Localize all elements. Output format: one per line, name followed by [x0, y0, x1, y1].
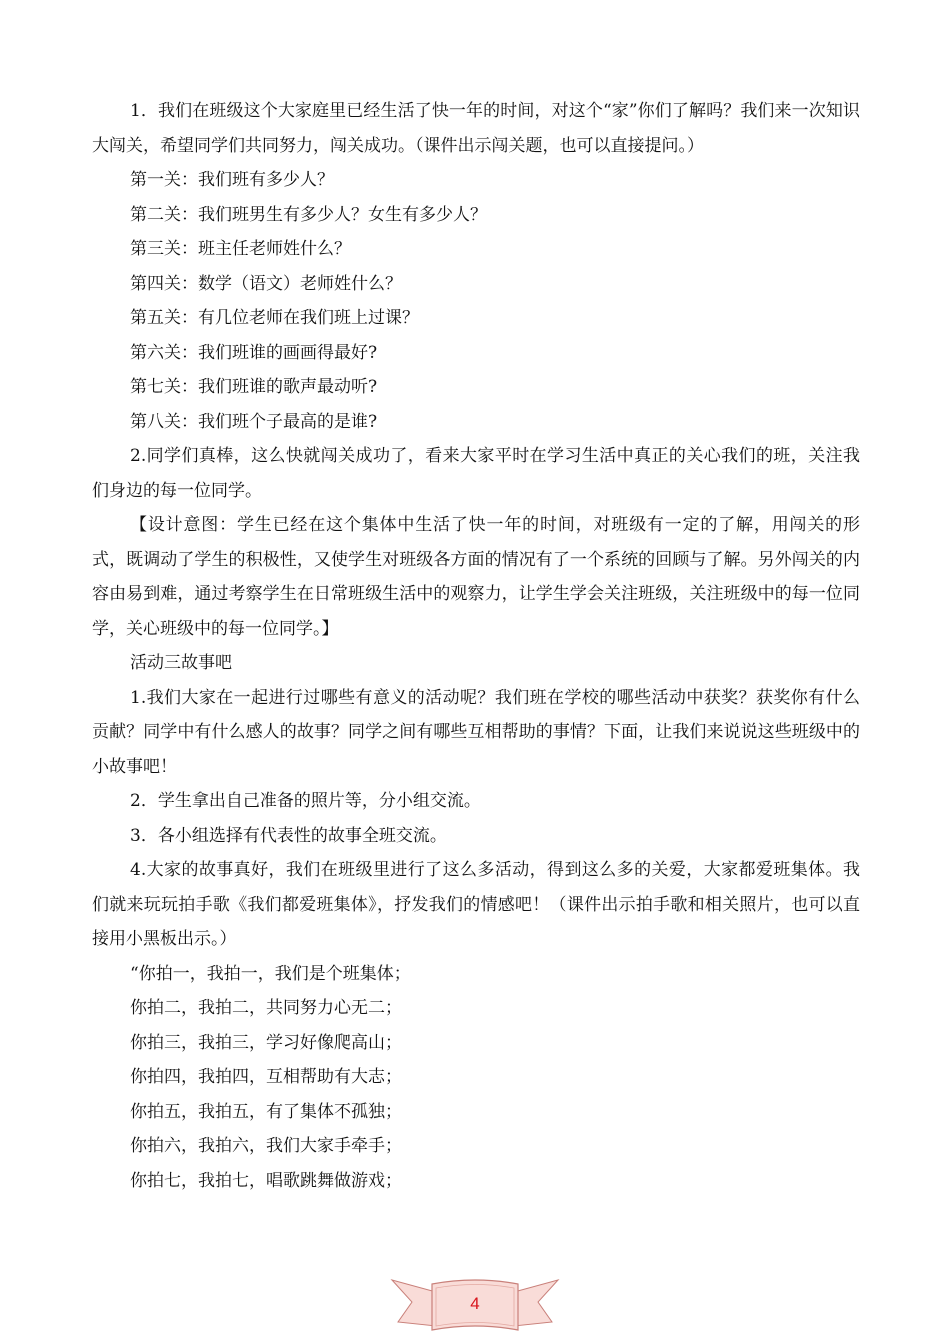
paragraph-activity-1: 1.我们大家在一起进行过哪些有意义的活动呢？我们班在学校的哪些活动中获奖？获奖你有什么贡献？同学中有什么感人的故事？同学之间有哪些互相帮助的事情？下面，让我们来说说这些班级中的小故事吧！: [92, 687, 860, 777]
paragraph-intro: 1．我们在班级这个大家庭里已经生活了快一年的时间，对这个“家”你们了解吗？我们来一次知识大闯关，希望同学们共同努力，闯关成功。（课件出示闯关题，也可以直接提问。）: [92, 101, 860, 156]
verse-line: “你拍一，我拍一，我们是个班集体；: [130, 963, 411, 984]
paragraph-summary: 2.同学们真棒，这么快就闯关成功了，看来大家平时在学习生活中真正的关心我们的班，关注我们身边的每一位同学。: [92, 446, 860, 501]
body-text: [92, 94, 860, 1198]
section-heading: 活动三故事吧: [130, 653, 232, 673]
verse-line: 你拍七，我拍七，唱歌跳舞做游戏；: [130, 1170, 402, 1191]
paragraph-level-2: 第二关：我们班男生有多少人？女生有多少人？: [130, 204, 487, 225]
paragraph-design-intent: 【设计意图：学生已经在这个集体中生活了快一年的时间，对班级有一定的了解，用闯关的形式，既调动了学生的积极性，又使学生对班级各方面的情况有了一个系统的回顾与了解。另外闯关的内容由易到难，通过考察学生在日常班级生活中的观察力，让学生学会关注班级，关注班级中的每一位同学，关心班级中的每一位同学。】: [92, 515, 860, 639]
paragraph-activity-4: 4.大家的故事真好，我们在班级里进行了这么多活动，得到这么多的关爱，大家都爱班集体。我们就来玩玩拍手歌《我们都爱班集体》，抒发我们的情感吧！（课件出示拍手歌和相关照片，也可以直接用小黑板出示。）: [92, 860, 860, 949]
verse-line: 你拍五，我拍五，有了集体不孤独；: [130, 1101, 402, 1122]
verse-line: 你拍二，我拍二，共同努力心无二；: [130, 998, 402, 1018]
verse-line: 你拍四，我拍四，互相帮助有大志；: [130, 1067, 402, 1087]
paragraph-level-8: 第八关：我们班个子最高的是谁?: [130, 411, 378, 432]
paragraph-level-6: 第六关：我们班谁的画画得最好?: [130, 342, 378, 363]
paragraph-level-4: 第四关：数学（语文）老师姓什么？: [130, 273, 402, 294]
verse-line: 你拍三，我拍三，学习好像爬高山；: [130, 1032, 402, 1053]
paragraph-level-7: 第七关：我们班谁的歌声最动听?: [130, 377, 378, 397]
page-number: 4: [470, 1294, 480, 1313]
paragraph-level-1: 第一关：我们班有多少人？: [130, 170, 334, 190]
verse-line: 你拍六，我拍六，我们大家手牵手；: [130, 1136, 402, 1156]
paragraph-level-5: 第五关：有几位老师在我们班上过课？: [130, 308, 419, 328]
paragraph-activity-3: 3．各小组选择有代表性的故事全班交流。: [130, 825, 447, 846]
page-number-ribbon: [390, 1270, 560, 1336]
paragraph-activity-2: 2．学生拿出自己准备的照片等，分小组交流。: [130, 791, 481, 811]
paragraph-level-3: 第三关：班主任老师姓什么？: [130, 239, 351, 259]
